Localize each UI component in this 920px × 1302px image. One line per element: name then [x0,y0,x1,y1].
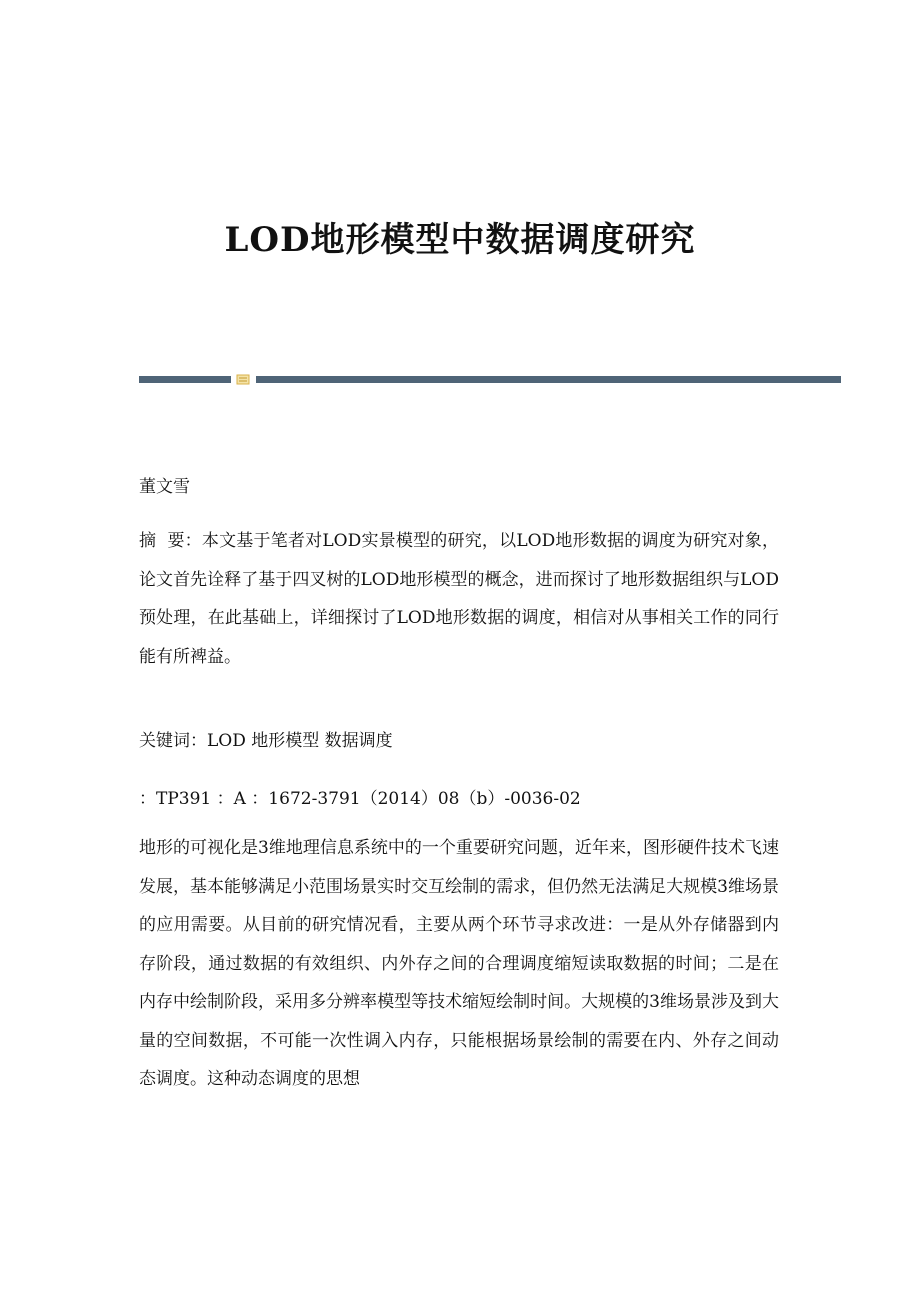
divider-bar-left [139,376,231,383]
page-title: LOD地形模型中数据调度研究 [224,220,696,260]
abstract-text: 本文基于笔者对LOD实景模型的研究，以LOD地形数据的调度为研究对象，论文首先诠释了基于四叉树的LOD地形模型的概念，进而探讨了地形数据组织与LOD预处理，在此基础上，详细探讨了LOD地形数据的调度，相信对从事相关工作的同行能有所裨益。 [139,531,779,667]
keywords-label: 关键词： [139,731,207,751]
abstract [139,522,779,676]
body-paragraph: 地形的可视化是3维地理信息系统中的一个重要研究问题，近年来，图形硬件技术飞速发展，基本能够满足小范围场景实时交互绘制的需求，但仍然无法满足大规模3维场景的应用需要。从目前的研究情况看，主要从两个环节寻求改进：一是从外存储器到内存阶段，通过数据的有效组织、内外存之间的合理调度缩短读取数据的时间；二是在内存中绘制阶段，采用多分辨率模型等技术缩短绘制时间。大规模的3维场景涉及到大量的空间数据，不可能一次性调入内存，只能根据场景绘制的需要在内、外存之间动态调度。这种动态调度的思想 [139,838,779,1089]
divider-ornament-icon [236,374,250,385]
abstract-label: 摘 要： [139,531,202,551]
keywords-text: LOD 地形模型 数据调度 [207,731,393,751]
classification-line: ：TP391 ：A ：1672-3791（2014）08（b）-0036-02 [139,789,581,809]
title-divider [139,374,841,386]
author-name: 董文雪 [139,477,190,497]
keywords [139,726,779,751]
divider-bar-right [256,376,841,383]
